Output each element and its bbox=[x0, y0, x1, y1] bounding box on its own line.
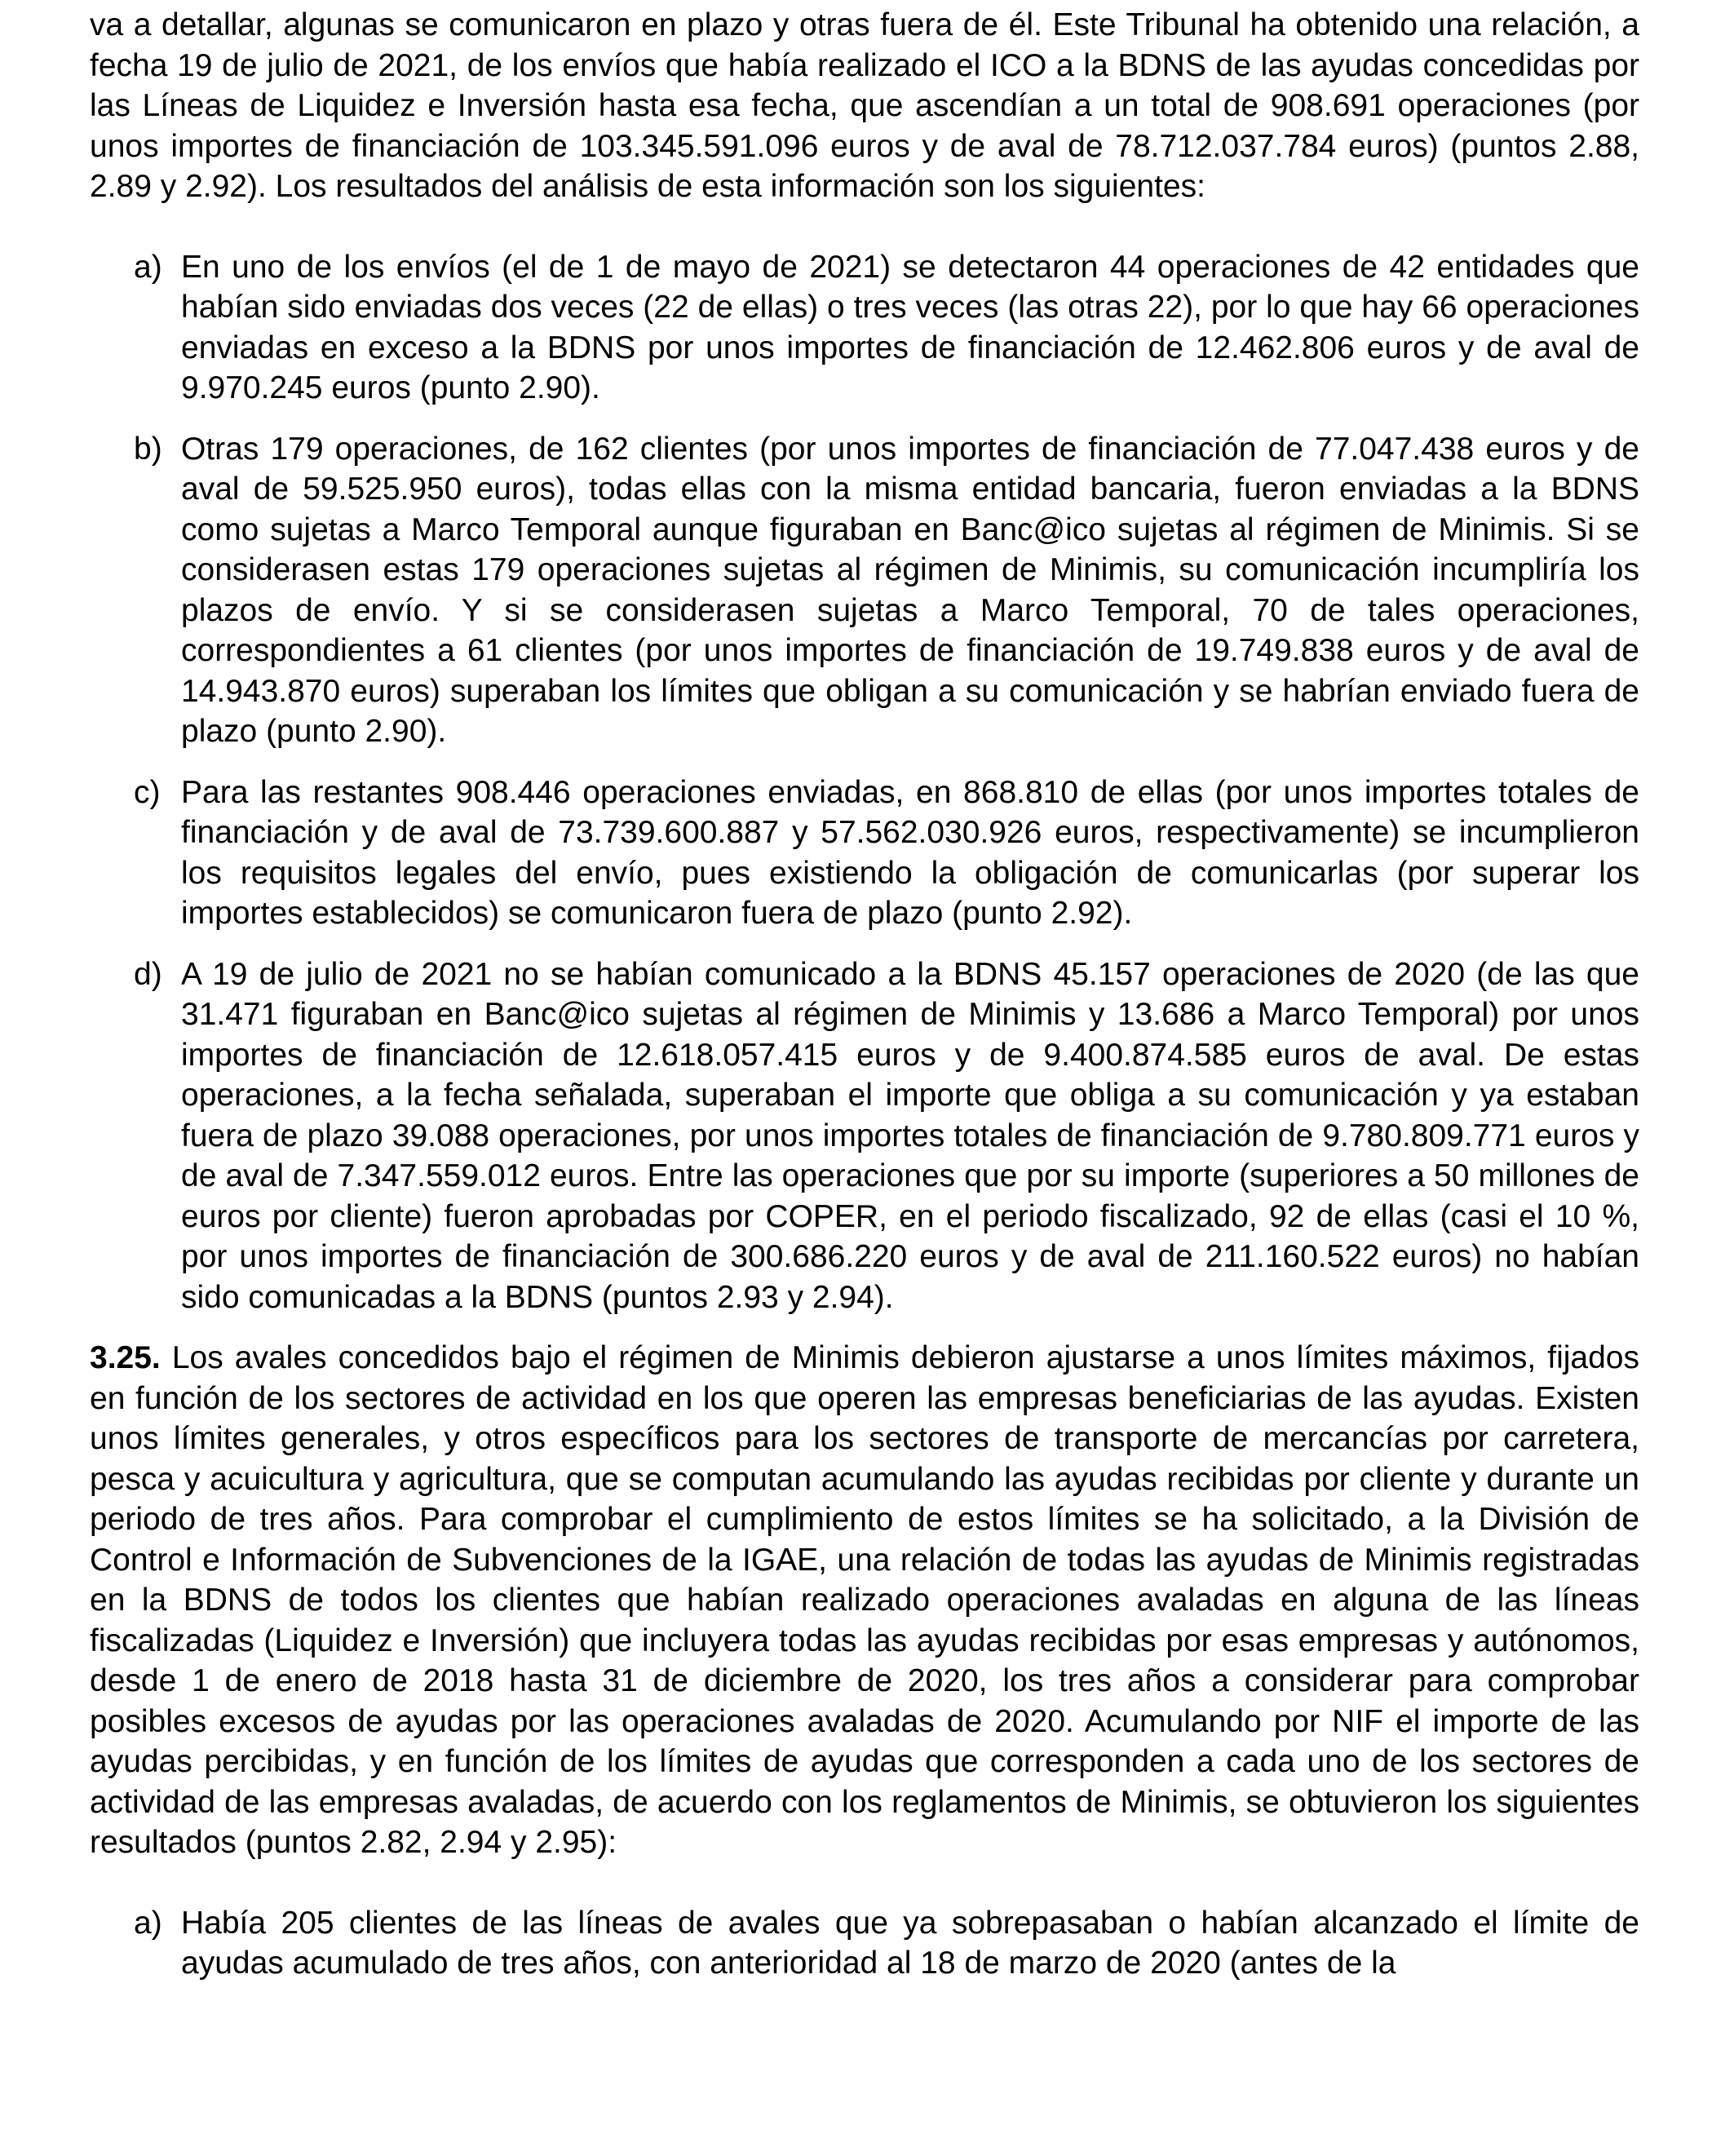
list-item-text: Otras 179 operaciones, de 162 clientes (por unos importes de financiación de 77.047.438 euros y de aval de 59.525.950 euros), todas ellas con la misma entidad bancaria, fueron enviadas a la BDNS como sujetas a Marco Temporal aunque figuraban en Banc@ico sujetas al régimen de Minimis. Si se considerasen estas 179 operaciones sujetas al régimen de Minimis, su comunicación incumpliría los plazos de envío. Y si se considerasen sujetas a Marco Temporal, 70 de tales operaciones, correspondientes a 61 clientes (por unos importes de financiación de 19.749.838 euros y de aval de 14.943.870 euros) superaban los límites que obligan a su comunicación y se habrían enviado fuera de plazo (punto 2.90). bbox=[181, 431, 1639, 749]
section-text: Los avales concedidos bajo el régimen de Minimis debieron ajustarse a unos límites máximos, fijados en función de los sectores de actividad en los que operen las empresas beneficiarias de las ayudas. Existen unos límites generales, y otros específicos para los sectores de transporte de mercancías por carretera, pesca y acuicultura y agricultura, que se computan acumulando las ayudas recibidas por cliente y durante un periodo de tres años. Para comprobar el cumplimiento de estos límites se ha solicitado, a la División de Control e Información de Subvenciones de la IGAE, una relación de todas las ayudas de Minimis registradas en la BDNS de todos los clientes que habían realizado operaciones avaladas en alguna de las líneas fiscalizadas (Liquidez e Inversión) que incluyera todas las ayudas recibidas por esas empresas y autónomos, desde 1 de enero de 2018 hasta 31 de diciembre de 2020, los tres años a considerar para comprobar posibles excesos de ayudas por las operaciones avaladas de 2020. Acumulando por NIF el importe de las ayudas percibidas, y en función de los límites de ayudas que corresponden a cada uno de los sectores de actividad de las empresas avaladas, de acuerdo con los reglamentos de Minimis, se obtuvieron los siguientes resultados (puntos 2.82, 2.94 y 2.95): bbox=[90, 1340, 1639, 1860]
list-item-text: Había 205 clientes de las líneas de avales que ya sobrepasaban o habían alcanzado el límite de ayudas acumulado de tres años, con anterioridad al 18 de marzo de 2020 (antes de la bbox=[181, 1905, 1639, 1981]
findings-list bbox=[90, 247, 1639, 1318]
list-item-letter: a) bbox=[134, 1905, 162, 1941]
section-number: 3.25. bbox=[90, 1340, 161, 1375]
list-item-a bbox=[90, 1903, 1639, 1984]
list-item-c bbox=[90, 773, 1639, 934]
intro-paragraph: va a detallar, algunas se comunicaron en plazo y otras fuera de él. Este Tribunal ha obtenido una relación, a fecha 19 de julio de 2021, de los envíos que había realizado el ICO a la BDNS de las ayudas concedidas por las Líneas de Liquidez e Inversión hasta esa fecha, que ascendían a un total de 908.691 operaciones (por unos importes de financiación de 103.345.591.096 euros y de aval de 78.712.037.784 euros) (puntos 2.88, 2.89 y 2.92). Los resultados del análisis de esta información son los siguientes: bbox=[90, 7, 1639, 204]
list-item-letter: a) bbox=[134, 249, 162, 285]
list-item-text: En uno de los envíos (el de 1 de mayo de 2021) se detectaron 44 operaciones de 42 entidades que habían sido enviadas dos veces (22 de ellas) o tres veces (las otras 22), por lo que hay 66 operaciones enviadas en exceso a la BDNS por unos importes de financiación de 12.462.806 euros y de aval de 9.970.245 euros (punto 2.90). bbox=[181, 249, 1639, 405]
list-item-d bbox=[90, 954, 1639, 1318]
list-item-letter: c) bbox=[134, 774, 161, 810]
document-page bbox=[90, 5, 1639, 1984]
list-item-b bbox=[90, 429, 1639, 752]
section-3-25-paragraph bbox=[90, 1338, 1639, 1863]
results-list bbox=[90, 1903, 1639, 1984]
list-item-letter: b) bbox=[134, 431, 162, 467]
list-item-a bbox=[90, 247, 1639, 409]
list-item-text: A 19 de julio de 2021 no se habían comunicado a la BDNS 45.157 operaciones de 2020 (de las que 31.471 figuraban en Banc@ico sujetas al régimen de Minimis y 13.686 a Marco Temporal) por unos importes de financiación de 12.618.057.415 euros y de 9.400.874.585 euros de aval. De estas operaciones, a la fecha señalada, superaban el importe que obliga a su comunicación y ya estaban fuera de plazo 39.088 operaciones, por unos importes totales de financiación de 9.780.809.771 euros y de aval de 7.347.559.012 euros. Entre las operaciones que por su importe (superiores a 50 millones de euros por cliente) fueron aprobadas por COPER, en el periodo fiscalizado, 92 de ellas (casi el 10 %, por unos importes de financiación de 300.686.220 euros y de aval de 211.160.522 euros) no habían sido comunicadas a la BDNS (puntos 2.93 y 2.94). bbox=[181, 956, 1639, 1315]
list-item-letter: d) bbox=[134, 956, 162, 992]
list-item-text: Para las restantes 908.446 operaciones enviadas, en 868.810 de ellas (por unos importes totales de financiación y de aval de 73.739.600.887 y 57.562.030.926 euros, respectivamente) se incumplieron los requisitos legales del envío, pues existiendo la obligación de comunicarlas (por superar los importes establecidos) se comunicaron fuera de plazo (punto 2.92). bbox=[181, 774, 1639, 931]
